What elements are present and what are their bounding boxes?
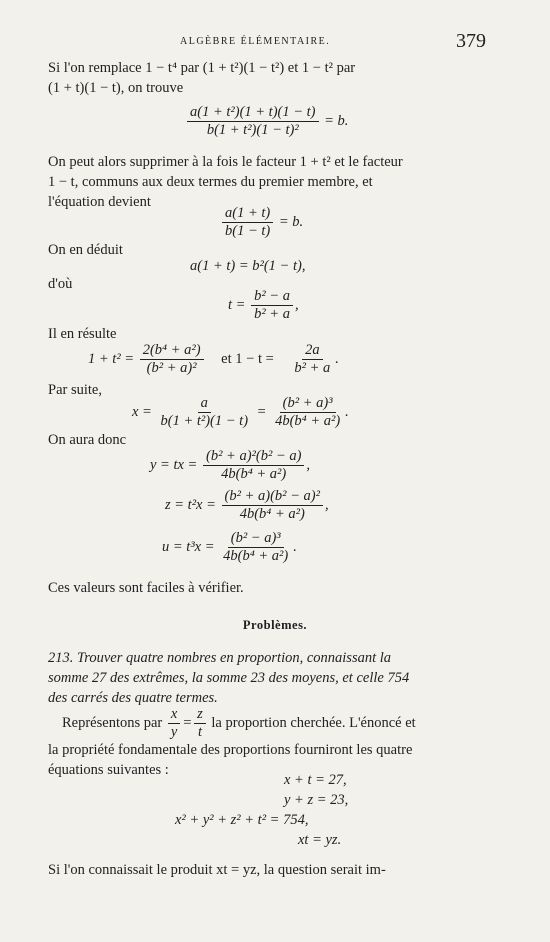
eq8-end: , bbox=[324, 496, 329, 513]
text-line: Si l'on connaissait le produit xt = yz, la question serait im- bbox=[48, 862, 386, 878]
system-eq-3: x² + y² + z² + t² = 754, bbox=[175, 812, 309, 828]
eq6-denominator-2: 4b(b⁴ + a²) bbox=[275, 413, 341, 429]
text-fragment: Représentons par bbox=[62, 714, 163, 731]
eq6-end: . bbox=[345, 403, 349, 420]
eq5-lhs: 1 + t² = bbox=[88, 350, 135, 367]
text-line: d'où bbox=[48, 276, 73, 292]
text-line: Ces valeurs sont faciles à vérifier. bbox=[48, 580, 244, 596]
text-line: Par suite, bbox=[48, 382, 102, 398]
eq5-denominator: (b² + a)² bbox=[146, 360, 197, 376]
equation-8 bbox=[165, 488, 329, 523]
text-line: Il en résulte bbox=[48, 326, 117, 342]
equation-5 bbox=[88, 342, 339, 377]
text-line: On aura donc bbox=[48, 432, 127, 448]
eq8-lhs: z = t²x = bbox=[165, 496, 216, 513]
text-line: On en déduit bbox=[48, 242, 123, 258]
text-line: équations suivantes : bbox=[48, 762, 169, 778]
eq9-lhs: u = t³x = bbox=[162, 538, 215, 555]
eq4-end: , bbox=[294, 296, 299, 313]
eq9-numerator: (b² − a)³ bbox=[228, 530, 284, 548]
problem-statement: somme 27 des extrêmes, la somme 23 des moyens, et celle 754 bbox=[48, 670, 410, 686]
eq6-denominator: b(1 + t²)(1 − t) bbox=[160, 413, 249, 429]
eq6-numerator: a bbox=[198, 395, 211, 413]
eq6-numerator-2: (b² + a)³ bbox=[280, 395, 336, 413]
eq5-numerator-2: 2a bbox=[302, 342, 323, 360]
eq7-denominator: 4b(b⁴ + a²) bbox=[221, 466, 287, 482]
eq5-mid: et 1 − t = bbox=[221, 350, 274, 367]
equation-6 bbox=[132, 395, 349, 430]
eq1-denominator: b(1 + t²)(1 − t)² bbox=[206, 122, 299, 138]
prop-den-1: y bbox=[170, 724, 178, 740]
eq2-denominator: b(1 − t) bbox=[225, 223, 271, 239]
eq4-lhs: t = bbox=[228, 296, 246, 313]
header-title: ALGÈBRE ÉLÉMENTAIRE. bbox=[180, 36, 331, 47]
prop-num-2: z bbox=[194, 706, 206, 724]
eq5-denominator-2: b² + a bbox=[294, 360, 331, 376]
eq1-rhs: = b. bbox=[324, 112, 349, 129]
eq9-end: . bbox=[293, 538, 297, 555]
page-number: 379 bbox=[456, 30, 486, 52]
eq4-denominator: b² + a bbox=[254, 306, 290, 322]
equation-9 bbox=[162, 530, 297, 565]
eq5-end: . bbox=[335, 350, 339, 367]
eq7-lhs: y = tx = bbox=[150, 456, 198, 473]
equation-3: a(1 + t) = b²(1 − t), bbox=[190, 258, 306, 274]
section-heading: Problèmes. bbox=[242, 618, 308, 632]
system-eq-2: y + z = 23, bbox=[284, 792, 349, 808]
eq6-lhs: x = bbox=[132, 403, 152, 420]
eq8-denominator: 4b(b⁴ + a²) bbox=[239, 506, 305, 522]
prop-num-1: x bbox=[168, 706, 180, 724]
text-fragment: la proportion cherchée. L'énoncé et bbox=[211, 714, 416, 731]
eq7-end: , bbox=[306, 456, 311, 473]
text-line: l'équation devient bbox=[48, 194, 151, 210]
eq9-denominator: 4b(b⁴ + a²) bbox=[223, 548, 289, 564]
system-eq-1: x + t = 27, bbox=[284, 772, 347, 788]
text-line: Si l'on remplace 1 − t⁴ par (1 + t²)(1 − t²) et 1 − t² par bbox=[48, 60, 356, 76]
text-line: la propriété fondamentale des proportions fourniront les quatre bbox=[48, 742, 413, 758]
eq4-numerator: b² − a bbox=[251, 288, 293, 306]
eq6-equals: = bbox=[256, 403, 267, 420]
running-header bbox=[0, 30, 550, 56]
text-line: (1 + t)(1 − t), on trouve bbox=[48, 80, 184, 96]
equation-4 bbox=[228, 288, 299, 323]
system-eq-4: xt = yz. bbox=[298, 832, 342, 848]
proportion bbox=[166, 706, 208, 741]
prop-den-2: t bbox=[197, 724, 202, 740]
equation-2 bbox=[220, 205, 303, 240]
problem-statement: des carrés des quatre termes. bbox=[48, 690, 218, 706]
eq1-numerator: a(1 + t²)(1 + t)(1 − t) bbox=[187, 104, 319, 122]
equation-7 bbox=[150, 448, 310, 483]
text-line: 1 − t, communs aux deux termes du premier membre, et bbox=[48, 174, 373, 190]
eq2-numerator: a(1 + t) bbox=[222, 205, 273, 223]
problem-statement: 213. Trouver quatre nombres en proportion, connaissant la bbox=[48, 650, 392, 666]
equation-1 bbox=[185, 104, 348, 139]
text-line: On peut alors supprimer à la fois le facteur 1 + t² et le facteur bbox=[48, 154, 403, 170]
eq5-numerator: 2(b⁴ + a²) bbox=[140, 342, 204, 360]
text-line bbox=[62, 706, 492, 741]
eq2-rhs: = b. bbox=[278, 213, 304, 230]
prop-equals: = bbox=[182, 714, 193, 731]
eq8-numerator: (b² + a)(b² − a)² bbox=[222, 488, 323, 506]
eq7-numerator: (b² + a)²(b² − a) bbox=[203, 448, 304, 466]
